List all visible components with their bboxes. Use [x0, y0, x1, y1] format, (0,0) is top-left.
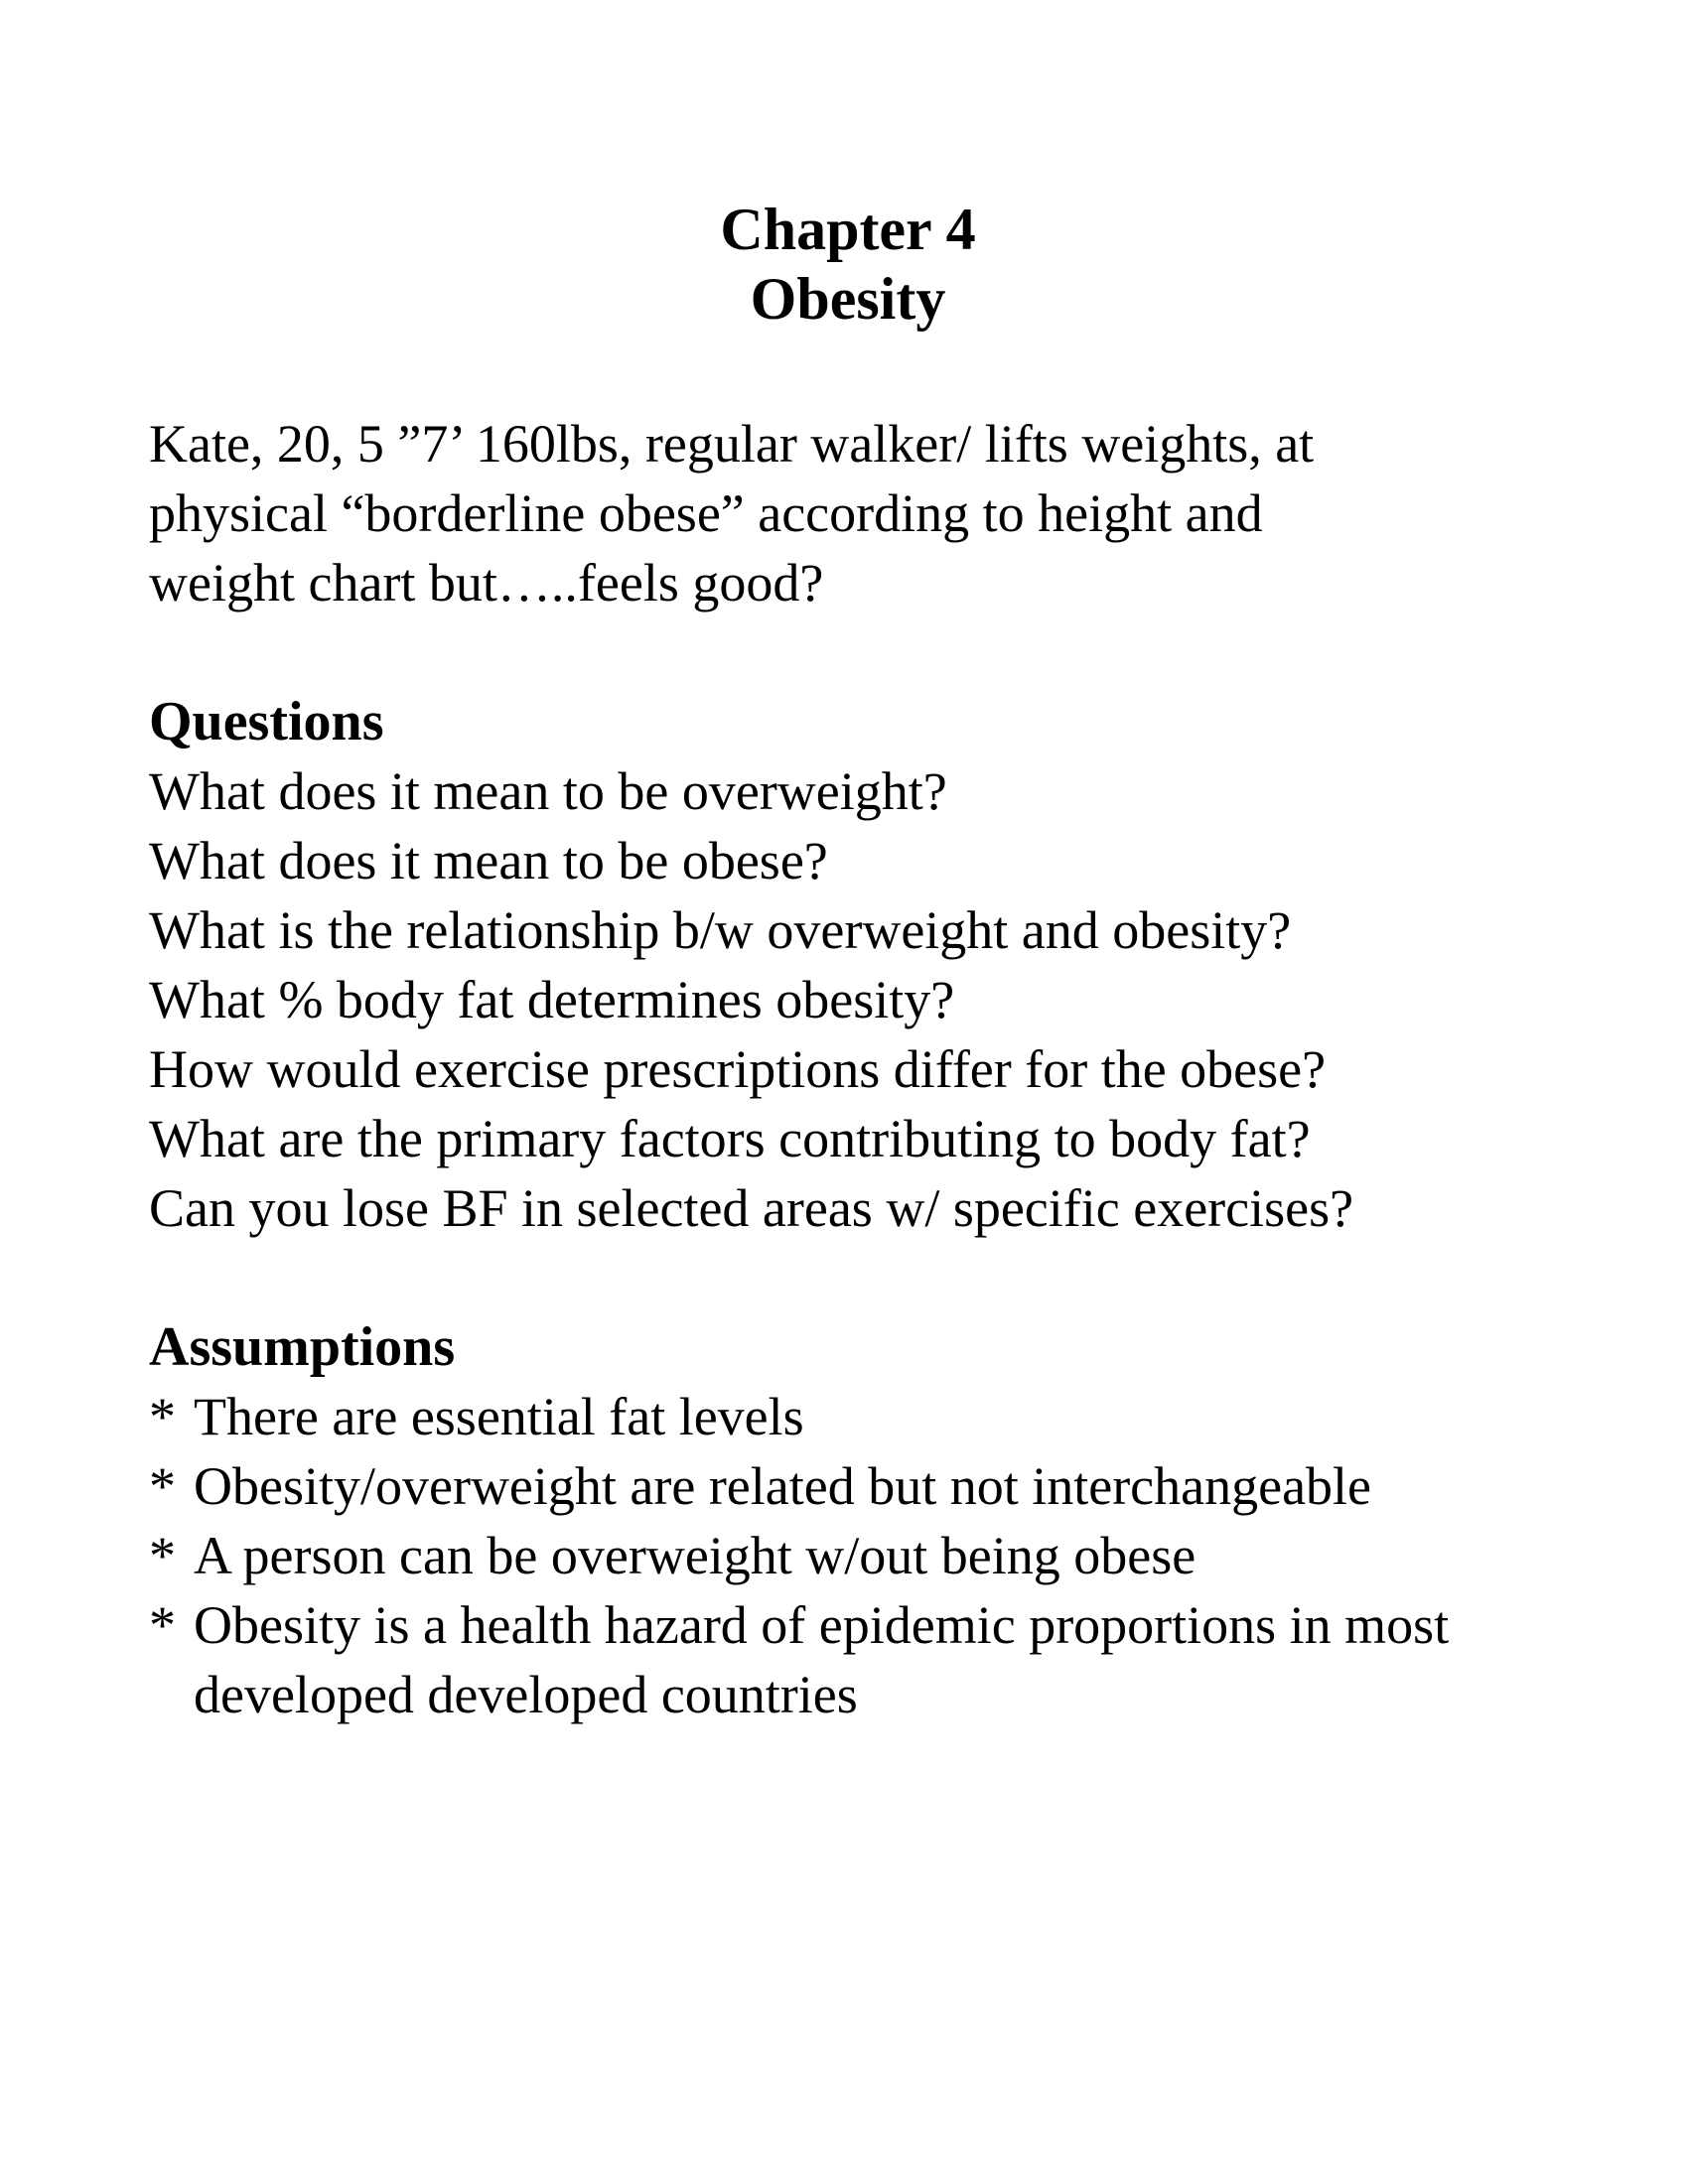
assumptions-heading: Assumptions [149, 1316, 456, 1378]
question-item: How would exercise prescriptions differ for the obese? [149, 1039, 1327, 1099]
assumption-item [149, 1382, 1569, 1451]
question-item: What is the relationship b/w overweight and obesity? [149, 900, 1292, 960]
assumption-text: Obesity/overweight are related but not interchangeable [194, 1456, 1372, 1516]
bullet-asterisk: * [149, 1387, 176, 1446]
assumption-item [149, 1521, 1569, 1590]
question-item: What are the primary factors contributing to body fat? [149, 1109, 1311, 1168]
question-item: What does it mean to be overweight? [149, 761, 947, 821]
questions-heading: Questions [149, 691, 384, 752]
assumption-text: Obesity is a health hazard of epidemic proportions in most developed developed countries [194, 1595, 1450, 1724]
assumption-text: There are essential fat levels [194, 1387, 804, 1446]
questions-section [149, 687, 1569, 1243]
question-item: What does it mean to be obese? [149, 831, 828, 890]
question-item: Can you lose BF in selected areas w/ specific exercises? [149, 1178, 1354, 1238]
chapter-heading [0, 195, 1688, 334]
assumption-item [149, 1451, 1569, 1521]
intro-line: physical “borderline obese” according to height and [149, 483, 1263, 543]
bullet-asterisk: * [149, 1595, 176, 1655]
bullet-asterisk: * [149, 1526, 176, 1585]
assumptions-section [149, 1312, 1569, 1729]
chapter-number: Chapter 4 [720, 197, 976, 262]
document-body [149, 409, 1569, 1729]
assumption-item [149, 1590, 1569, 1729]
case-intro [149, 409, 1569, 617]
assumption-text: A person can be overweight w/out being obese [194, 1526, 1196, 1585]
intro-line: Kate, 20, 5 ”7’ 160lbs, regular walker/ lifts weights, at [149, 414, 1315, 474]
question-item: What % body fat determines obesity? [149, 970, 955, 1029]
spacer [149, 617, 1569, 687]
spacer [149, 1243, 1569, 1312]
bullet-asterisk: * [149, 1456, 176, 1516]
intro-line: weight chart but…..feels good? [149, 553, 824, 613]
chapter-title: Obesity [750, 266, 946, 332]
